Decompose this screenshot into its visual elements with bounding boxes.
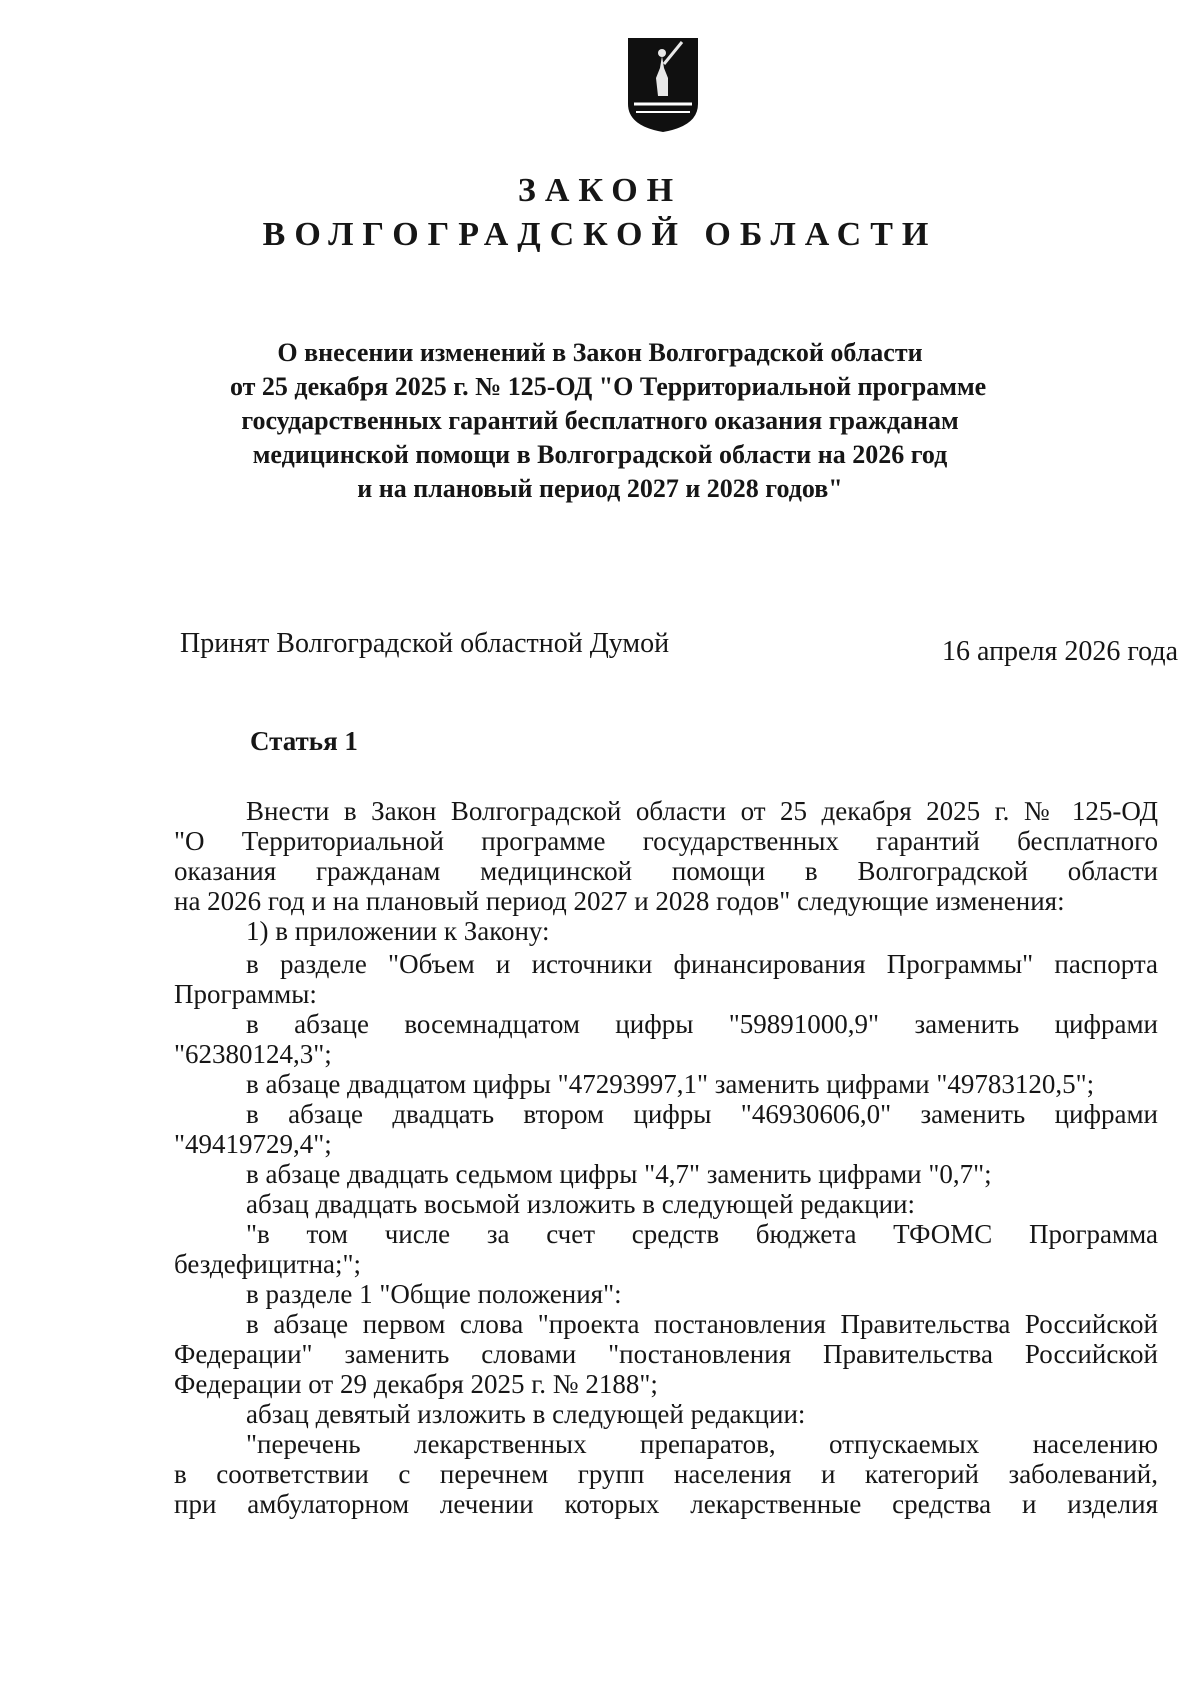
body-line: "62380124,3";: [174, 1039, 332, 1069]
body-line: в разделе 1 "Общие положения":: [246, 1279, 622, 1309]
subject-line: медицинской помощи в Волгоградской области на 2026 год: [252, 440, 948, 469]
body-line: Программы:: [174, 979, 317, 1009]
body-line: в абзаце двадцать седьмом цифры "4,7" заменить цифрами "0,7";: [246, 1159, 992, 1189]
body-line: абзац девятый изложить в следующей редакции:: [246, 1399, 806, 1429]
body-line: 1) в приложении к Закону:: [246, 916, 550, 946]
body-line: в абзаце двадцатом цифры "47293997,1" заменить цифрами "49783120,5";: [246, 1069, 1095, 1099]
body-line: Федерации" заменить словами "постановления Правительства Российской: [174, 1339, 1158, 1369]
subject-line: О внесении изменений в Закон Волгоградской области: [277, 338, 923, 367]
body-line: Федерации от 29 декабря 2025 г. № 2188";: [174, 1369, 658, 1399]
body-line: "перечень лекарственных препаратов, отпускаемых населению: [246, 1429, 1158, 1459]
subject-line: и на плановый период 2027 и 2028 годов": [357, 474, 843, 503]
body-line: в разделе "Объем и источники финансирования Программы" паспорта: [246, 949, 1158, 979]
law-subject: [230, 336, 987, 506]
body-line: абзац двадцать восьмой изложить в следующей редакции:: [246, 1189, 916, 1219]
body-line: оказания гражданам медицинской помощи в Волгоградской области: [174, 856, 1158, 886]
body-line: в абзаце двадцать втором цифры "46930606,0" заменить цифрами: [246, 1099, 1158, 1129]
body-line: "в том числе за счет средств бюджета ТФОМС Программа: [246, 1219, 1158, 1249]
article-heading: Статья 1: [250, 726, 358, 756]
subject-line: от 25 декабря 2025 г. № 125-ОД "О Территориальной программе: [230, 372, 987, 401]
body-line: "49419729,4";: [174, 1129, 332, 1159]
law-region-title: ВОЛГОГРАДСКОЙ ОБЛАСТИ: [262, 216, 938, 253]
body-line: Внести в Закон Волгоградской области от 25 декабря 2025 г. № 125-ОД: [246, 796, 1158, 826]
body-line: на 2026 год и на плановый период 2027 и 2028 годов" следующие изменения:: [174, 886, 1065, 916]
adoption-date: 16 апреля 2026 года: [942, 636, 1178, 667]
body-line: бездефицитна;";: [174, 1249, 362, 1279]
body-line: в абзаце восемнадцатом цифры "59891000,9" заменить цифрами: [246, 1009, 1158, 1039]
coat-of-arms-icon: [624, 34, 702, 134]
body-line: в соответствии с перечнем групп населения и категорий заболеваний,: [174, 1459, 1158, 1489]
subject-line: государственных гарантий бесплатного оказания гражданам: [241, 406, 959, 435]
law-title: ЗАКОН: [517, 172, 683, 209]
body-line: в абзаце первом слова "проекта постановления Правительства Российской: [246, 1309, 1158, 1339]
article-body: [174, 796, 1158, 1519]
body-line: "О Территориальной программе государственных гарантий бесплатного: [174, 826, 1158, 856]
adoption-statement: Принят Волгоградской областной Думой: [180, 628, 670, 659]
body-line: при амбулаторном лечении которых лекарственные средства и изделия: [174, 1489, 1158, 1519]
